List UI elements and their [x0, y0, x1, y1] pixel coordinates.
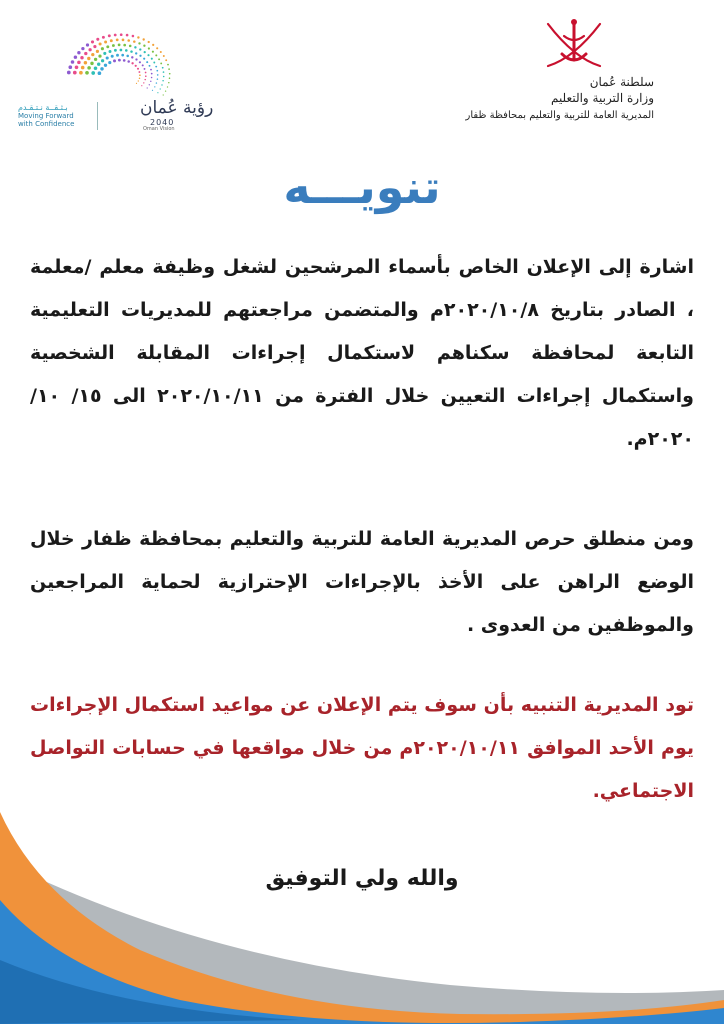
announcement-paragraph: اشارة إلى الإعلان الخاص بأسماء المرشحين لشغل وظيفة معلم /معلمة ، الصادر بتاريخ ٢٠٢٠/١٠/٨م والمتضمن مراجعتهم للمديريات التعليمية التابعة لمحافظة سكناهم لاستكمال إجراءات المقابلة الشخصية واستكمال إجراءات التعيين خلال الفترة من ٢٠٢٠/١٠/١١ الى ١٥/ ١٠/ ٢٠٢٠م. — [30, 256, 694, 450]
alert-paragraph: تود المديرية التنبيه بأن سوف يتم الإعلان عن مواعيد استكمال الإجراءات يوم الأحد الموافق ٢٠٢٠/١٠/١١م من خلال مواقعها في حسابات التواصل الاجتماعي. — [30, 694, 694, 802]
vision-logo-text: رؤية عُمان — [140, 98, 214, 118]
tagline-english-1: Moving Forward — [18, 112, 74, 120]
notice-title: تنويـــه — [283, 160, 441, 214]
vision-logo-year: 2040 — [150, 118, 175, 127]
ministry-name: وزارة التربية والتعليم — [550, 91, 654, 105]
precautions-paragraph: ومن منطلق حرص المديرية العامة للتربية والتعليم بمحافظة ظفار خلال الوضع الراهن على الأخذ بالإجراءات الإحترازية لحماية المراجعين والموظفين من العدوى . — [30, 528, 694, 636]
tagline-english-2: with Confidence — [18, 120, 75, 128]
closing-line: والله ولي التوفيق — [265, 866, 459, 891]
tagline-arabic: بـثـقــة نـتـقـدم — [18, 103, 68, 112]
vision-logo-subtitle: Oman Vision — [143, 126, 175, 132]
directorate-name: المديرية العامة للتربية والتعليم بمحافظة ظفار — [465, 110, 654, 121]
ministry-country: سلطنة عُمان — [589, 75, 654, 89]
